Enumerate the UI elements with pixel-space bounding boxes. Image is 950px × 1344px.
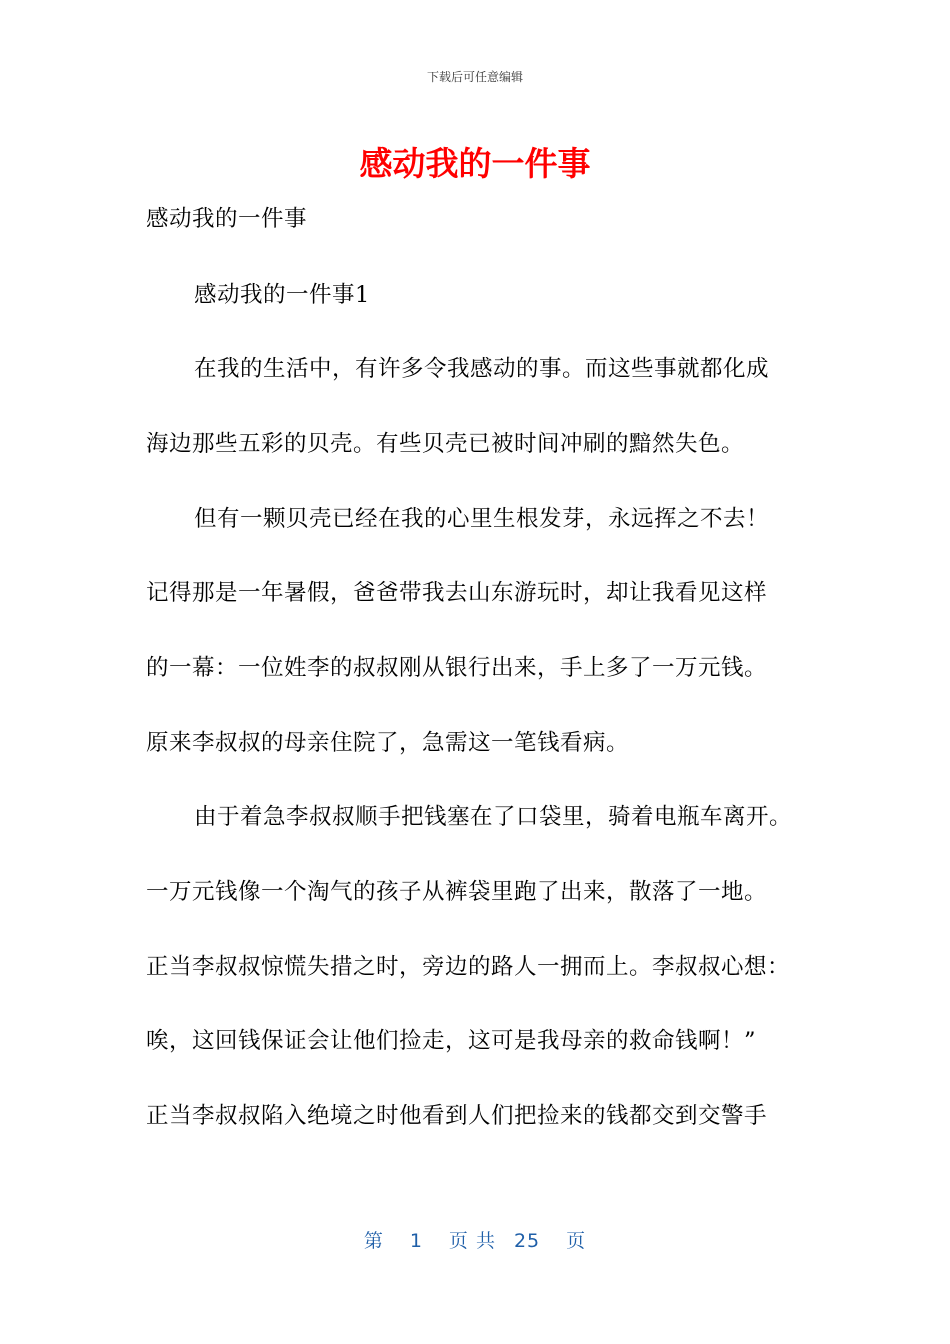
footer-prefix: 第 — [363, 1230, 384, 1252]
page-footer — [0, 1226, 950, 1253]
body-line-10: 一万元钱像一个淘气的孩子从裤袋里跑了出来，散落了一地。 — [146, 879, 768, 905]
body-line-5: 但有一颗贝壳已经在我的心里生根发芽，永远挥之不去！ — [194, 506, 770, 532]
body-line-11: 正当李叔叔惊慌失措之时，旁边的路人一拥而上。李叔叔心想： — [146, 954, 791, 980]
page-header-note: 下载后可任意编辑 — [426, 70, 523, 84]
body-line-3: 在我的生活中，有许多令我感动的事。而这些事就都化成 — [194, 356, 770, 382]
body-line-6: 记得那是一年暑假，爸爸带我去山东游玩时，却让我看见这样 — [146, 580, 768, 606]
body-line-1: 感动我的一件事 — [146, 206, 308, 232]
footer-suffix: 页 — [566, 1230, 587, 1252]
footer-current-page: 1 — [409, 1230, 423, 1252]
body-line-13: 正当李叔叔陷入绝境之时他看到人们把捡来的钱都交到交警手 — [146, 1103, 768, 1129]
body-line-9: 由于着急李叔叔顺手把钱塞在了口袋里，骑着电瓶车离开。 — [194, 804, 793, 830]
body-line-4: 海边那些五彩的贝壳。有些贝壳已被时间冲刷的黯然失色。 — [146, 431, 745, 457]
body-line-12: 唉，这回钱保证会让他们捡走，这可是我母亲的救命钱啊！” — [146, 1028, 757, 1054]
footer-total-pages: 25 — [513, 1230, 541, 1252]
body-line-2: 感动我的一件事1 — [194, 282, 370, 308]
body-line-7: 的一幕：一位姓李的叔叔刚从银行出来，手上多了一万元钱。 — [146, 655, 768, 681]
footer-middle: 页 共 — [448, 1230, 496, 1252]
body-line-8: 原来李叔叔的母亲住院了，急需这一笔钱看病。 — [146, 730, 630, 756]
document-title: 感动我的一件事 — [359, 144, 591, 183]
